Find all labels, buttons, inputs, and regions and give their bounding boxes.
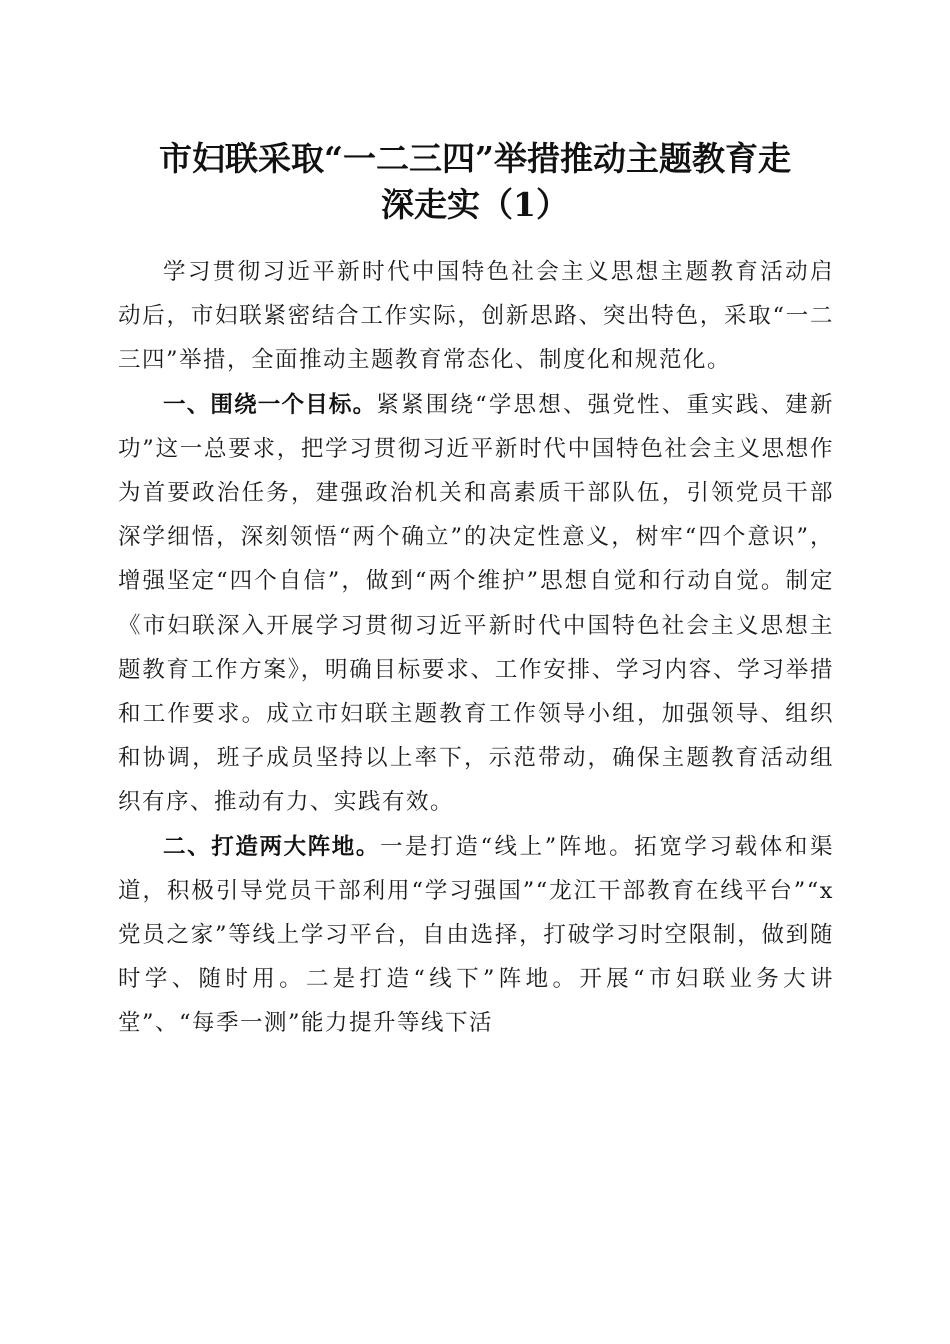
document-title (100, 136, 850, 228)
section-heading: 二、打造两大阵地。 (163, 833, 380, 860)
document-body (118, 250, 834, 1046)
paragraph-text: 学习贯彻习近平新时代中国特色社会主义思想主题教育活动启动后，市妇联紧密结合工作实际，创新思路、突出特色，采取“一二三四”举措，全面推动主题教育常态化、制度化和规范化。 (118, 259, 834, 374)
document-title-line-2: 深走实（1） (381, 185, 569, 224)
section-heading: 一、围绕一个目标。 (163, 391, 377, 418)
paragraph-intro (118, 250, 834, 383)
paragraph-section-1 (118, 383, 834, 825)
document-title-line-1: 市妇联采取“一二三四”举措推动主题教育走 (159, 139, 791, 178)
paragraph-text: 紧紧围绕“学思想、强党性、重实践、建新功”这一总要求，把学习贯彻习近平新时代中国特色社会主义思想作为首要政治任务，建强政治机关和高素质干部队伍，引领党员干部深学细悟，深刻领悟“两个确立”的决定性意义，树牢“四个意识”，增强坚定“四个自信”，做到“两个维护”思想自觉和行动自觉。制定《市妇联深入开展学习贯彻习近平新时代中国特色社会主义思想主题教育工作方案》，明确目标要求、工作安排、学习内容、学习举措和工作要求。成立市妇联主题教育工作领导小组，加强领导、组织和协调，班子成员坚持以上率下，示范带动，确保主题教育活动组织有序、推动有力、实践有效。 (118, 391, 834, 816)
paragraph-text: 一是打造“线上”阵地。拓宽学习载体和渠道，积极引导党员干部利用“学习强国”“龙江干部教育在线平台”“x党员之家”等线上学习平台，自由选择，打破学习时空限制，做到随时学、随时用。二是打造“线下”阵地。开展“市妇联业务大讲堂”、“每季一测”能力提升等线下活 (118, 833, 834, 1037)
paragraph-section-2 (118, 825, 834, 1046)
